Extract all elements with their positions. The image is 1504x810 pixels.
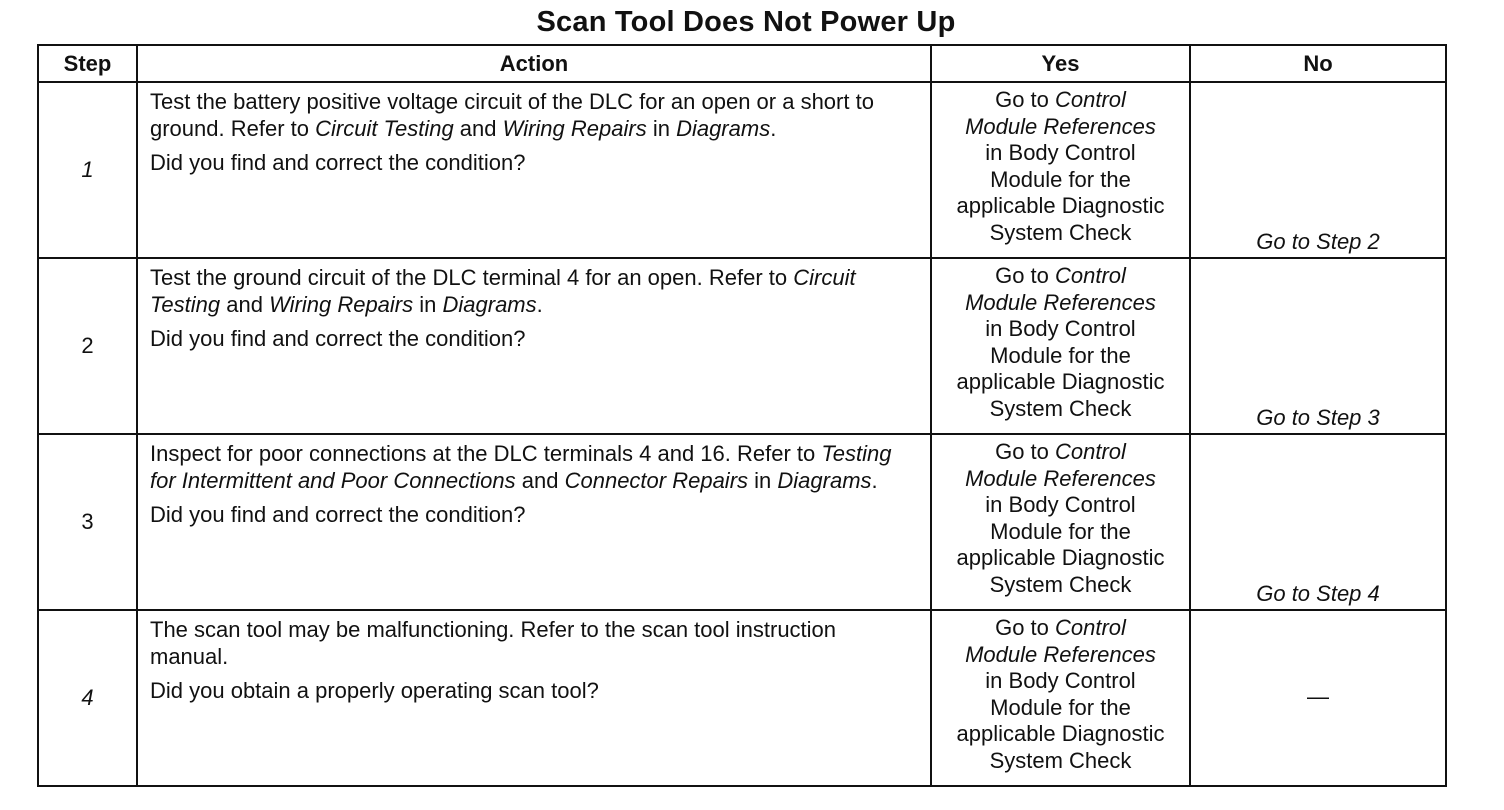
action-question: Did you obtain a properly operating scan tool? bbox=[150, 678, 599, 703]
no-cell: Go to Step 2 bbox=[1190, 82, 1446, 258]
table-row bbox=[38, 82, 1446, 258]
yes-cell: Go to Control Module References in Body Control Module for the applicable Diagnostic System Check bbox=[931, 434, 1190, 610]
yes-cell: Go to Control Module References in Body Control Module for the applicable Diagnostic System Check bbox=[931, 258, 1190, 434]
table-header-row bbox=[38, 45, 1446, 82]
no-cell: Go to Step 3 bbox=[1190, 258, 1446, 434]
action-cell bbox=[137, 258, 931, 434]
step-number: 1 bbox=[38, 82, 137, 258]
table-row bbox=[38, 610, 1446, 786]
action-cell bbox=[137, 610, 931, 786]
action-question: Did you find and correct the condition? bbox=[150, 326, 526, 351]
action-cell bbox=[137, 82, 931, 258]
table-row bbox=[38, 434, 1446, 610]
yes-cell: Go to Control Module References in Body Control Module for the applicable Diagnostic System Check bbox=[931, 610, 1190, 786]
no-cell: — bbox=[1190, 610, 1446, 786]
action-text: The scan tool may be malfunctioning. Refer to the scan tool instruction manual. bbox=[150, 617, 837, 669]
header-yes: Yes bbox=[931, 45, 1190, 82]
no-cell: Go to Step 4 bbox=[1190, 434, 1446, 610]
action-text: Test the ground circuit of the DLC terminal 4 for an open. Refer to Circuit Testing and Wiring Repairs in Diagrams. bbox=[150, 265, 856, 317]
table-row bbox=[38, 258, 1446, 434]
action-question: Did you find and correct the condition? bbox=[150, 150, 526, 175]
yes-cell: Go to Control Module References in Body Control Module for the applicable Diagnostic System Check bbox=[931, 82, 1190, 258]
step-number: 4 bbox=[38, 610, 137, 786]
page-title: Scan Tool Does Not Power Up bbox=[536, 6, 956, 38]
step-number: 2 bbox=[38, 258, 137, 434]
step-number: 3 bbox=[38, 434, 137, 610]
header-action: Action bbox=[137, 45, 931, 82]
diagnostic-table bbox=[37, 44, 1447, 787]
action-text: Test the battery positive voltage circuit of the DLC for an open or a short to ground. Refer to Circuit Testing and Wiring Repairs in Diagrams. bbox=[150, 89, 874, 141]
header-no: No bbox=[1190, 45, 1446, 82]
header-step: Step bbox=[38, 45, 137, 82]
action-cell bbox=[137, 434, 931, 610]
action-text: Inspect for poor connections at the DLC terminals 4 and 16. Refer to Testing for Intermittent and Poor Connections and Connector Repairs in Diagrams. bbox=[150, 441, 892, 493]
action-question: Did you find and correct the condition? bbox=[150, 502, 526, 527]
